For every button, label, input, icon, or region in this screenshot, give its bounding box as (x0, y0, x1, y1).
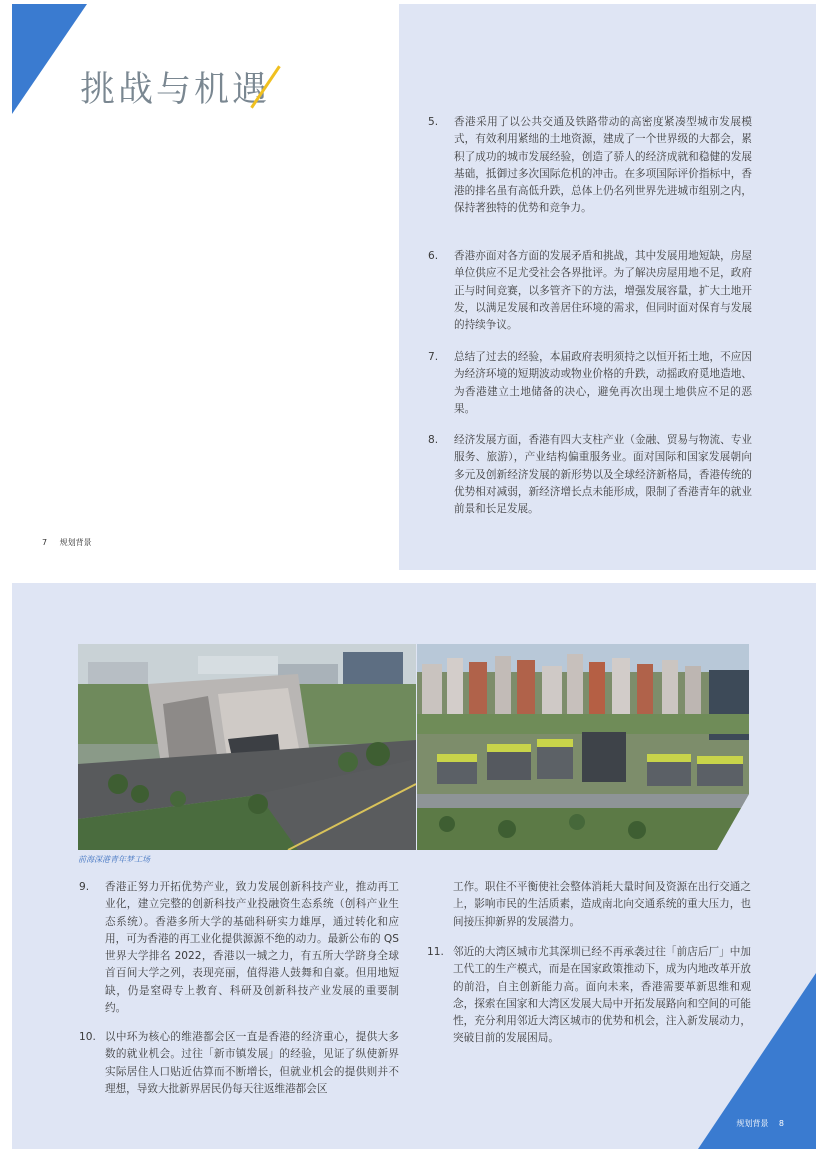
paragraph-number: 7. (428, 351, 439, 363)
paragraph-number: 11. (427, 946, 444, 958)
paragraph-number: 5. (428, 116, 439, 128)
paragraph-text: 总结了过去的经验，本届政府表明须持之以恒开拓土地，不应因为经济环境的短期波动或物业价格的升跌，动摇政府觅地造地、为香港建立土地储备的决心，避免再次出现土地供应不足的恶果。 (454, 351, 752, 415)
paragraph-9 (79, 879, 399, 1017)
paragraph-text: 香港正努力开拓优势产业，致力发展创新科技产业，推动再工业化，建立完整的创新科技产业投融资生态系统（创科产业生态系统）。香港多所大学的基础科研实力雄厚，通过转化和应用，可为香港的再工业化提供源源不绝的动力。最新公布的 QS 世界大学排名 2022，香港以一城之力，有五所大学跻身全球首百间大学之列，表现亮丽，值得港人鼓舞和自豪。但用地短缺，仍是窒碍专上教育、科研及创新科技产业发展的重要制约。 (105, 881, 399, 1015)
paragraph-text: 经济发展方面，香港有四大支柱产业（金融、贸易与物流、专业服务、旅游），产业结构偏重服务业。面对国际和国家发展朝向多元及创新经济发展的新形势以及全球经济新格局，香港传统的优势相对减弱，新经济增长点未能形成，限制了香港青年的就业前景和长足发展。 (454, 434, 752, 516)
photo-city-district (417, 644, 749, 850)
page-7 (12, 4, 816, 570)
corner-triangle-decoration (12, 4, 87, 114)
paragraph-text: 工作。职住不平衡使社会整体消耗大量时间及资源在出行交通之上，影响市民的生活质素，造成南北向交通系统的重大压力，也间接压抑新界的发展潜力。 (453, 881, 751, 928)
paragraph-10 (79, 1029, 399, 1098)
paragraph-7 (428, 349, 752, 418)
footer-section: 规划背景 (736, 1119, 769, 1128)
title-panel (12, 4, 399, 570)
paragraph-5 (428, 114, 752, 218)
paragraph-number: 6. (428, 250, 439, 262)
page-number: 8 (778, 1119, 784, 1128)
paragraph-text: 香港采用了以公共交通及铁路带动的高密度紧凑型城市发展模式，有效利用紧绌的土地资源，建成了一个世界级的大都会，累积了成功的城市发展经验，创造了骄人的经济成就和稳健的发展基础，抵御过多次国际危机的冲击。在多项国际评价指标中，香港的排名虽有高低升跌，总体上仍名列世界先进城市组别之内，保持著独特的优势和竞争力。 (454, 116, 752, 215)
paragraph-number: 8. (428, 434, 439, 446)
paragraph-number: 10. (79, 1031, 96, 1043)
page-title: 挑战与机遇 (80, 70, 271, 110)
paragraph-8 (428, 432, 752, 518)
page-8 (12, 583, 816, 1149)
photo-caption: 前海深港青年梦工场 (78, 855, 150, 864)
page-footer (728, 1118, 784, 1129)
paragraph-text: 以中环为核心的维港都会区一直是香港的经济重心，提供大多数的就业机会。过往「新市镇发展」的经验，见证了纵使新界实际居住人口贴近估算而不断增长，但就业机会的提供则并不理想，导致大批新界居民仍每天往返维港都会区 (105, 1031, 399, 1095)
paragraph-10-continued (453, 879, 751, 931)
paragraph-text: 香港亦面对各方面的发展矛盾和挑战，其中发展用地短缺，房屋单位供应不足尤受社会各界批评。为了解决房屋用地不足，政府正与时间竞赛，以多管齐下的方法，增强发展容量，扩大土地开发，以满足发展和改善居住环境的需求，但同时面对保育与发展的持续争议。 (454, 250, 752, 332)
paragraph-text: 邻近的大湾区城市尤其深圳已经不再承袭过往「前店后厂」中加工代工的生产模式，而是在国家政策推动下，成为内地改革开放的前沿，自主创新能力高。面向未来，香港需要革新思维和观念，探索在国家和大湾区发展大局中开拓发展路向和空间的可能性，充分利用邻近大湾区城市的优势和机会，注入新发展动力，突破目前的发展困局。 (453, 946, 751, 1045)
paragraph-6 (428, 248, 752, 334)
footer-section: 规划背景 (59, 538, 92, 547)
paragraph-number: 9. (79, 881, 90, 893)
page-footer (42, 537, 102, 548)
page-number: 7 (42, 538, 48, 547)
photo-youth-dream-workshop (78, 644, 416, 850)
